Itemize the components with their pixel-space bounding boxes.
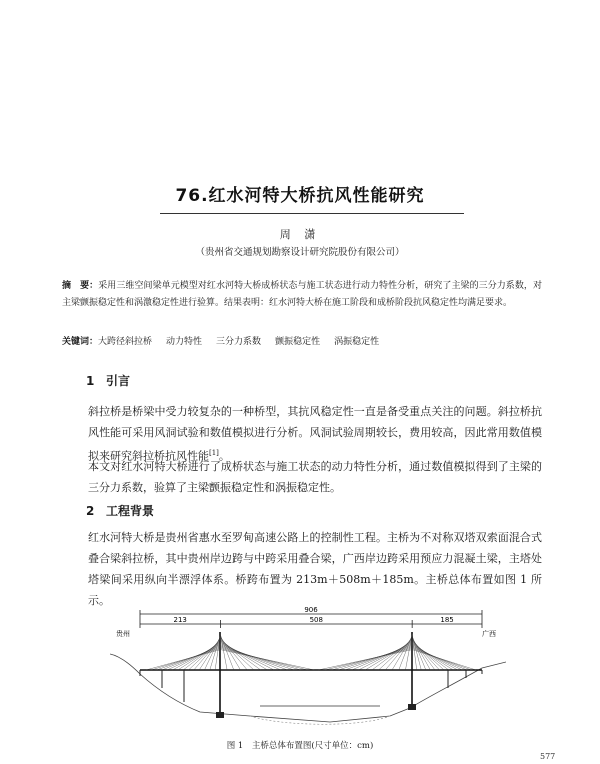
stay-cable [194, 639, 221, 670]
abstract-text: 采用三维空间梁单元模型对红水河特大桥成桥状态与施工状态进行动力特性分析，研究了主梁的三分力系数，对主梁颤振稳定性和涡激稳定性进行验算。结果表明：红水河特大桥在施工阶段和成桥阶段抗风稳定性均满足要求。 [62, 281, 542, 308]
paper-title: 76.红水河特大桥抗风性能研究 [175, 186, 425, 206]
citation: [1] [209, 449, 219, 457]
stay-cable [412, 644, 453, 670]
total-span-label: 906 [304, 606, 318, 614]
stay-cable [412, 645, 458, 670]
section-title: 工程背景 [106, 504, 155, 518]
keyword-item: 动力特性 [166, 337, 203, 347]
stay-cable [220, 644, 280, 670]
stay-cable [405, 634, 412, 670]
right-bank-label: 广西 [482, 630, 496, 638]
span-label: 185 [440, 616, 454, 624]
section-number: 2 [86, 504, 95, 518]
stay-cable [379, 639, 413, 670]
tower-base-right [408, 704, 416, 710]
keyword-item: 涡振稳定性 [334, 337, 380, 347]
tower-base-left [216, 712, 224, 718]
stay-cable [352, 644, 412, 670]
keyword-item: 大跨径斜拉桥 [98, 337, 153, 347]
page-number: 577 [540, 752, 556, 761]
keyword-item: 三分力系数 [216, 337, 262, 347]
section-title: 引言 [106, 374, 131, 388]
stay-cable [220, 645, 287, 670]
piers [140, 670, 482, 702]
keyword-item: 颤振稳定性 [275, 337, 321, 347]
stay-cable [220, 635, 233, 670]
abstract [62, 278, 542, 312]
affiliation: （贵州省交通规划勘察设计研究院股份有限公司） [195, 247, 405, 258]
stay-cable [345, 645, 412, 670]
span-label: 213 [173, 616, 187, 624]
keywords-label: 关键词： [62, 337, 99, 347]
paragraph: 本文对红水河特大桥进行了成桥状态与施工状态的动力特性分析，通过数值模拟得到了主梁的三分力系数，验算了主梁颤振稳定性和涡振稳定性。 [88, 460, 542, 494]
section-heading-background [86, 502, 154, 519]
section-heading-introduction [86, 372, 130, 389]
author: 周 潇 [279, 228, 321, 241]
stay-cable [220, 639, 254, 670]
bridge-layout-figure [110, 604, 506, 734]
stay-cable [399, 635, 412, 670]
abstract-label: 摘 要： [62, 281, 99, 291]
stay-cables [146, 634, 476, 670]
span-label: 508 [309, 616, 323, 624]
stay-cable [220, 646, 294, 670]
keywords [62, 334, 542, 347]
stay-cable [167, 645, 220, 670]
stay-cable [412, 639, 435, 670]
section-number: 1 [86, 374, 95, 388]
paragraph: 红水河特大桥是贵州省惠水至罗甸高速公路上的控制性工程。主桥为不对称双塔双索面混合式叠合梁斜拉桥，其中贵州岸边跨与中跨采用叠合梁，广西岸边跨采用预应力混凝土梁，主塔处塔梁间采用纵向半漂浮体系。桥跨布置为 213m＋508m＋185m。主桥总体布置如图 1 所示。 [88, 531, 542, 607]
stay-cable [338, 646, 412, 670]
stay-cable [412, 646, 462, 670]
figure-caption: 图 1 主桥总体布置图(尺寸单位：cm) [226, 741, 374, 751]
stay-cable [412, 634, 417, 670]
left-bank-label: 贵州 [116, 630, 130, 638]
stay-cable [162, 646, 220, 670]
paragraph-tail: 。 [218, 449, 230, 463]
stay-cable [220, 634, 227, 670]
paragraph-text: 斜拉桥是桥梁中受力较复杂的一种桥型，其抗风稳定性一直是备受重点关注的问题。斜拉桥抗风性能可采用风洞试验和数值模拟进行分析。风洞试验周期较长，费用较高，因此常用数值模拟来研究斜拉桥抗风性能 [88, 405, 542, 463]
stay-cable [173, 644, 221, 670]
title-rule [160, 213, 464, 214]
